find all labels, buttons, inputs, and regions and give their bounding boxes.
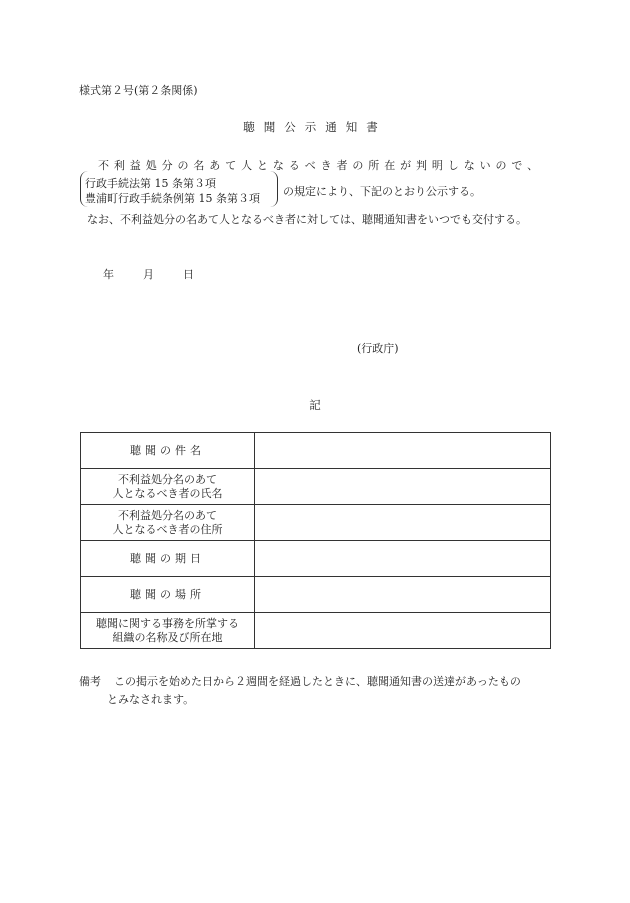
table-row bbox=[81, 613, 551, 649]
table-row bbox=[81, 433, 551, 469]
value-cell-addressee-address bbox=[255, 505, 551, 541]
ki-heading: 記 bbox=[309, 398, 321, 412]
document-title: 聴聞公示通知書 bbox=[243, 120, 387, 134]
notice-paragraph-2: なお、不利益処分の名あて人となるべき者に対しては、聴聞通知書をいつでも交付する。 bbox=[87, 213, 527, 226]
table-row bbox=[81, 541, 551, 577]
date-day: 日 bbox=[183, 268, 194, 281]
law-option-2: 豊浦町行政手続条例第 15 条第３項 bbox=[85, 192, 260, 205]
law-suffix-text: の規定により、下記のとおり公示する。 bbox=[283, 185, 481, 198]
label-line: 人となるべき者の氏名 bbox=[112, 486, 223, 500]
row-label-office bbox=[81, 613, 255, 649]
remarks-line-2: とみなされます。 bbox=[107, 693, 195, 706]
notice-paragraph-1: 不利益処分の名あて人となるべき者の所在が判明しないので、 bbox=[98, 159, 543, 172]
label-line: 不利益処分名のあて bbox=[118, 508, 217, 522]
agency-label: (行政庁) bbox=[357, 342, 399, 355]
value-cell-addressee-name bbox=[255, 469, 551, 505]
remarks-line-1: この掲示を始めた日から２週間を経過したときに、聴聞通知書の送達があったもの bbox=[114, 675, 521, 688]
row-label-addressee-name bbox=[81, 469, 255, 505]
value-cell-office bbox=[255, 613, 551, 649]
remarks-heading: 備考 bbox=[79, 675, 101, 688]
row-label-hearing-date: 聴聞の期日 bbox=[81, 541, 255, 577]
row-label-case-name: 聴聞の件名 bbox=[81, 433, 255, 469]
date-month: 月 bbox=[143, 268, 154, 281]
table-row bbox=[81, 505, 551, 541]
table-row bbox=[81, 469, 551, 505]
row-label-hearing-place: 聴聞の場所 bbox=[81, 577, 255, 613]
details-table bbox=[80, 432, 551, 649]
label-line: 不利益処分名のあて bbox=[118, 472, 217, 486]
form-number: 様式第２号(第２条関係) bbox=[79, 84, 198, 97]
value-cell-hearing-date bbox=[255, 541, 551, 577]
label-line: 聴聞に関する事務を所掌する bbox=[96, 616, 239, 630]
label-line: 人となるべき者の住所 bbox=[112, 522, 223, 536]
value-cell-case-name bbox=[255, 433, 551, 469]
value-cell-hearing-place bbox=[255, 577, 551, 613]
date-year: 年 bbox=[103, 268, 114, 281]
table-row bbox=[81, 577, 551, 613]
law-option-1: 行政手続法第 15 条第３項 bbox=[85, 177, 216, 190]
label-line: 組織の名称及び所在地 bbox=[112, 630, 223, 644]
row-label-addressee-address bbox=[81, 505, 255, 541]
date-line bbox=[103, 266, 223, 282]
